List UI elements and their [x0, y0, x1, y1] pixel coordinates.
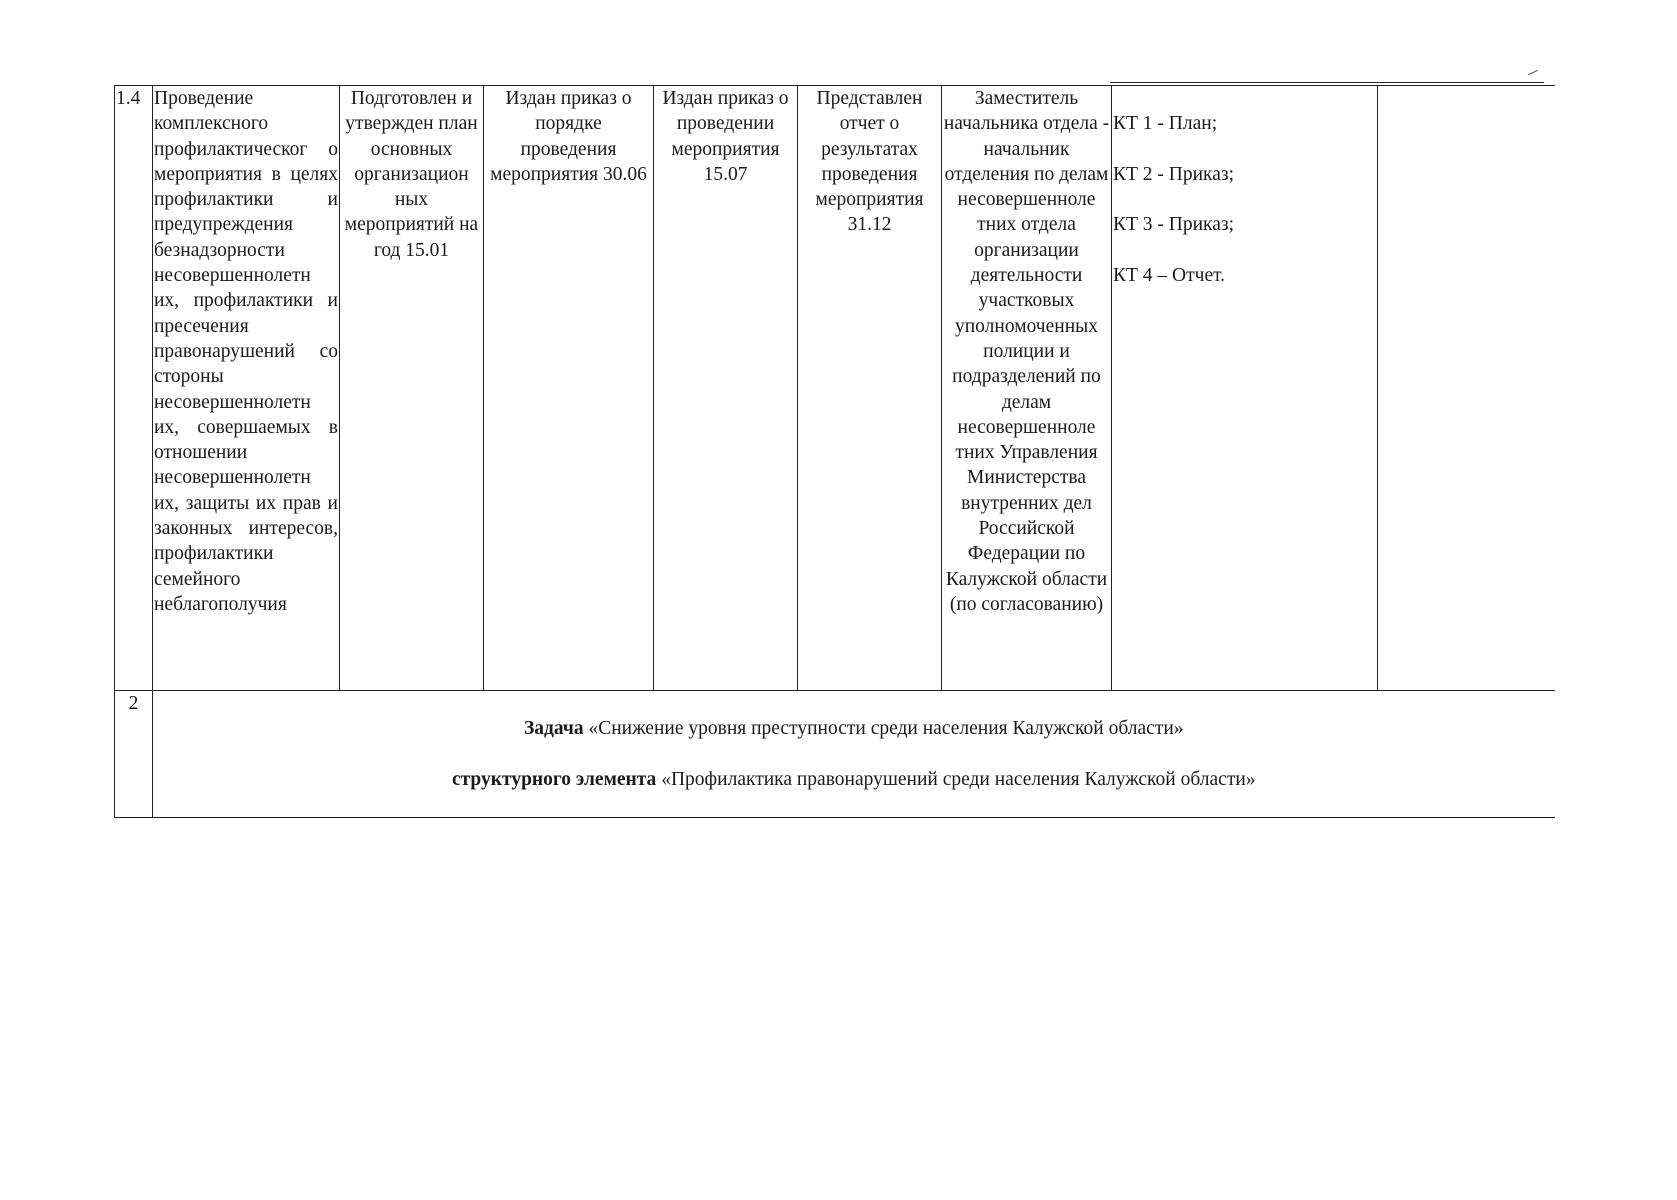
element-line [154, 767, 1554, 792]
result-documents [1112, 86, 1378, 691]
document-item: КТ 2 - Приказ; [1113, 163, 1235, 185]
task-heading [153, 691, 1555, 818]
measure-description: Проведение комплексного профилактическог о мероприятия в целях профилактики и предупреждения безнадзорности несовершеннолетн их, профилактики и пресечения правонарушений со стороны несовершеннолетн их, совершаемых в отношении несовершеннолетн их, защиты их прав и законных интересов, профилактики семейного неблагополучия [153, 86, 340, 691]
plan-table [114, 85, 1555, 818]
table-row [115, 86, 1555, 691]
empty-cell [1378, 86, 1555, 691]
checkpoint-4: Представлен отчет о результатах проведения мероприятия 31.12 [798, 86, 942, 691]
row-number: 2 [115, 691, 153, 818]
scan-mark [1528, 70, 1537, 75]
checkpoint-2: Издан приказ о порядке проведения мероприятия 30.06 [484, 86, 654, 691]
table-row [115, 691, 1555, 818]
table-top-rule [1110, 82, 1544, 83]
document-item: КТ 1 - План; [1113, 113, 1218, 135]
task-text: «Снижение уровня преступности среди населения Калужской области» [588, 718, 1184, 740]
element-text: «Профилактика правонарушений среди населения Калужской области» [661, 768, 1256, 790]
responsible-executor: Заместитель начальника отдела - начальник отделения по делам несовершенноле тних отдела организации деятельности участковых уполномоченных полиции и подразделений по делам несовершенноле тних Управления Министерства внутренних дел Российской Федерации по Калужской области (по согласованию) [942, 86, 1112, 691]
element-label: структурного элемента [451, 768, 657, 790]
document-item: КТ 3 - Приказ; [1113, 214, 1235, 236]
document-item: КТ 4 – Отчет. [1113, 265, 1226, 287]
checkpoint-3: Издан приказ о проведении мероприятия 15.07 [654, 86, 798, 691]
row-number: 1.4 [115, 86, 153, 691]
task-label: Задача [523, 718, 584, 740]
checkpoint-1: Подготовлен и утвержден план основных организацион ных мероприятий на год 15.01 [340, 86, 484, 691]
task-line [154, 716, 1554, 741]
